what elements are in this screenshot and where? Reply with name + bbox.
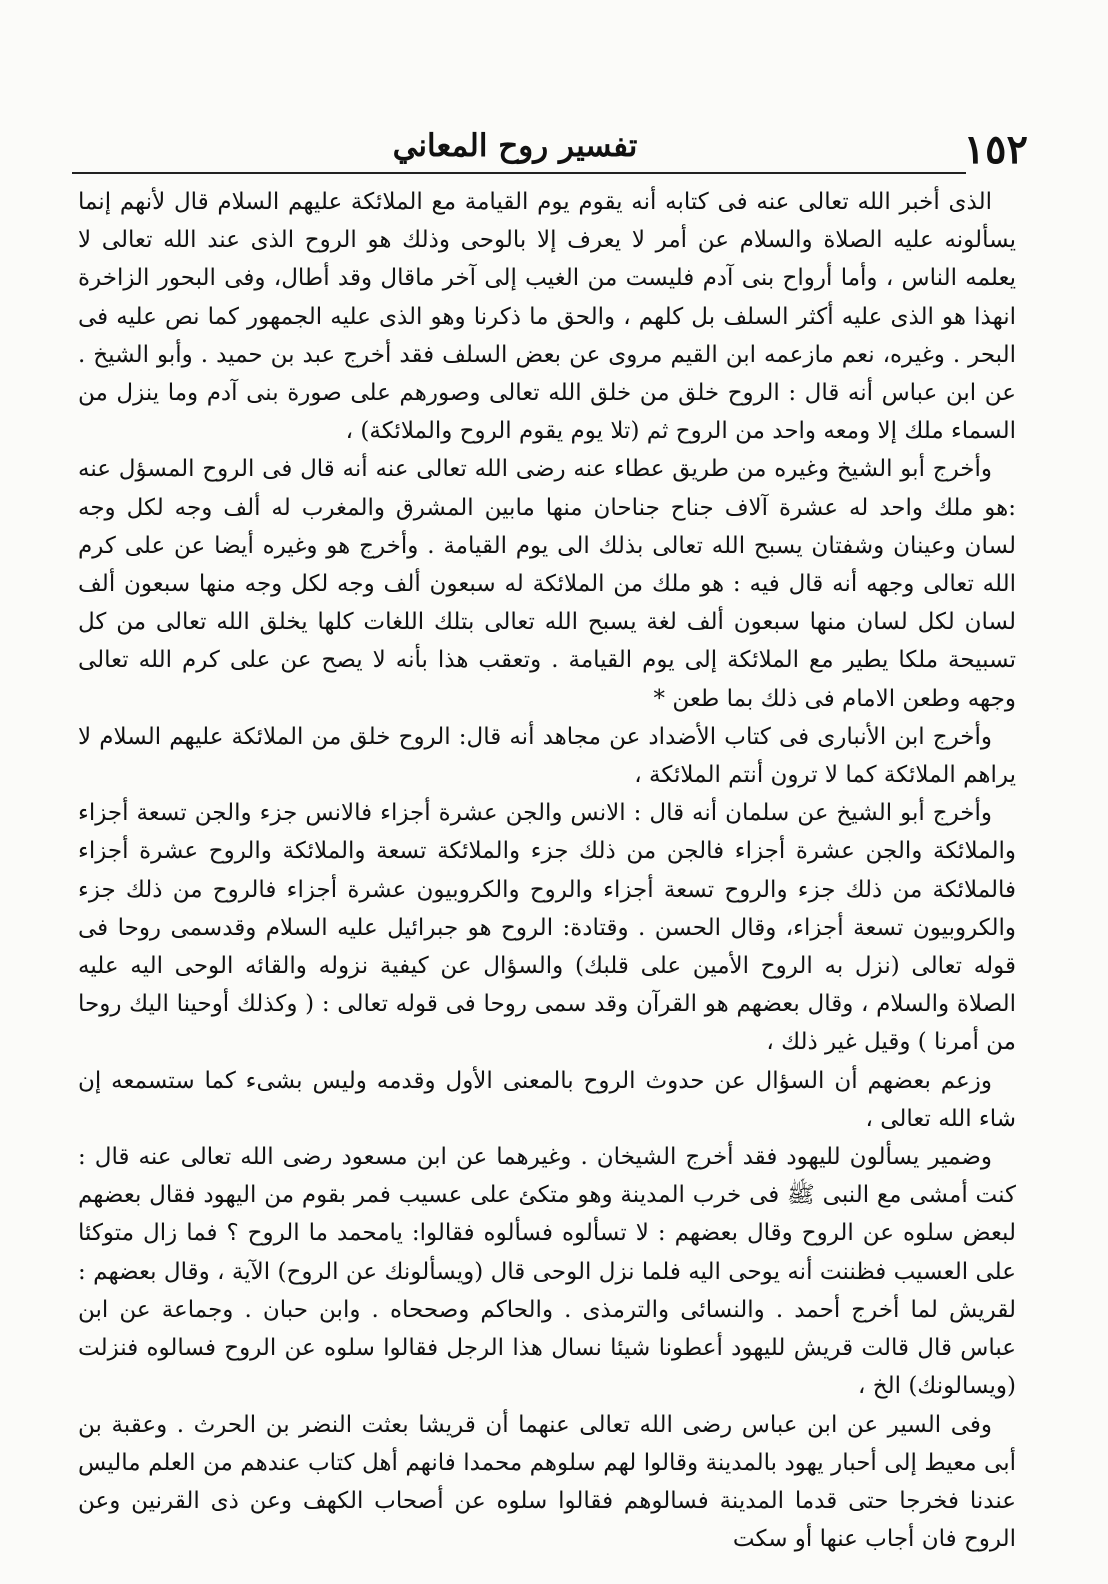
- text-line: نسال هذا الرجل فقالوا سلوه عن الروح فسالوه فنزلت (ويسالونك) الخ ،: [78, 1335, 1016, 1400]
- text-line: من ذلك جزء والروح تسعة أجزاء والروح والكروبيون عشرة أجزاء فالروح من ذلك جزء والكروبيون: [78, 876, 1016, 941]
- paragraph: [78, 183, 1016, 450]
- text-line: وقد سمى روحا فى قوله تعالى : ( وكذلك أوحينا اليك روحا من أمرنا ) وقيل غير ذلك ،: [78, 991, 1016, 1056]
- header-rule: [72, 172, 966, 174]
- text-line: اليه فلما نزل الوحى قال (ويسألونك عن الروح) الآية ، وقال بعضهم : لقريش لما أخرج أحمد . والنسائى: [78, 1258, 1016, 1323]
- text-line: وضمير يسألون لليهود فقد أخرج الشيخان . وغيرهما عن ابن مسعود رضى الله تعالى عنه قال : كنت أمشى: [78, 1144, 1017, 1209]
- text-line: لا يراهم الملائكة كما لا ترون أنتم الملائكة ،: [78, 723, 1016, 789]
- book-title: تفسير روح المعاني: [392, 128, 638, 164]
- paragraph: [78, 1062, 1016, 1138]
- text-line: أرواح بنى آدم فليست من الغيب إلى آخر ماقال وقد أطال، وفى البحور الزاخرة انهذا هو الذى عليه أكثر: [78, 265, 1016, 330]
- text-line: مع النبى ﷺ فى خرب المدينة وهو متكئ على عسيب فمر بقوم من اليهود فقال بعضهم لبعض سلوه عن الروح: [78, 1182, 1017, 1247]
- text-line: وزعم بعضهم أن السؤال عن حدوث الروح بالمعنى الأول وقدمه وليس بشىء كما ستسمعه إن شاء الله تعالى ،: [78, 1067, 1016, 1132]
- paragraph: [78, 1406, 1016, 1559]
- text-line: الأمين على قلبك) والسؤال عن كيفية نزوله والقائه الوحى اليه عليه الصلاة والسلام ، وقال بعضهم هو القرآن: [78, 953, 1016, 1018]
- text-line: تسعة أجزاء، وقال الحسن . وقتادة: الروح هو جبرائيل عليه السلام وقدسمى روحا فى قوله تعالى (نزل به الروح: [78, 914, 1017, 980]
- text-line: والملائكة والجن عشرة أجزاء فالجن من ذلك جزء والملائكة تسعة والملائكة والروح عشرة أجزاء فالملائكة: [78, 838, 1016, 903]
- text-line: وأخرج أبو الشيخ عن سلمان أنه قال : الانس والجن عشرة أجزاء فالانس جزء والجن تسعة أجزاء: [78, 800, 992, 827]
- text-line: قال فيه : هو ملك من الملائكة له سبعون ألف وجه لكل وجه منها سبعون ألف لسان لكل لسان منها سبعون: [78, 571, 1017, 636]
- text-line: الذى أخبر الله تعالى عنه فى كتابه أنه يقوم يوم القيامة مع الملائكة عليهم السلام قال لأنهم إنما يسألونه عليه: [78, 189, 1016, 254]
- text-line: يقوم الروح والملائكة) ،: [345, 418, 564, 445]
- paragraph: [78, 794, 1016, 1061]
- text-line: والترمذى . والحاكم وصححاه . وابن حبان . وجماعة عن ابن عباس قال قالت قريش لليهود أعطونا شيئا: [78, 1296, 1016, 1362]
- text-line: إلى أحبار يهود بالمدينة وقالوا لهم سلوهم محمدا فانهم أهل كتاب عندهم من العلم ماليس عندنا فخرجا حتى: [78, 1449, 1016, 1514]
- page-number: ١٥٢: [963, 126, 1028, 173]
- text-line: الصلاة والسلام عن أمر لا يعرف إلا بالوحى وذلك هو الروح الذى عند الله تعالى لا يعلمه الناس ، وأما: [78, 227, 1017, 292]
- text-line: وأخرج أبو الشيخ وغيره من طريق عطاء عنه رضى الله تعالى عنه أنه قال فى الروح المسؤل عنه :هو ملك: [78, 456, 1016, 521]
- text-line: وقال بعضهم : لا تسألوه فسألوه فقالوا: يامحمد ما الروح ؟ فما زال متوكئا على العسيب فظننت أنه يوحى: [78, 1220, 1017, 1285]
- page-header: [72, 118, 1028, 174]
- paragraph: [78, 1138, 1016, 1405]
- text-line: وفى السير عن ابن عباس رضى الله تعالى عنهما أن قريشا بعثت النضر بن الحرث . وعقبة بن أبى معيط: [78, 1411, 1016, 1476]
- text-line: وأخرج ابن الأنبارى فى كتاب الأضداد عن مجاهد أنه قال: الروح خلق من الملائكة عليهم السلام: [99, 723, 993, 750]
- text-line: قدما المدينة فسالوهم فقالوا سلوه عن أصحاب الكهف وعن ذى القرنين وعن الروح فان أجاب عنها أو سكت: [78, 1487, 1016, 1553]
- paragraph: [78, 718, 1016, 794]
- text-line: مروى عن بعض السلف فقد أخرج عبد بن حميد . وأبو الشيخ . عن ابن عباس أنه قال : الروح خلق من: [78, 341, 1016, 407]
- text-line: وتعقب هذا بأنه لا يصح عن على كرم الله تعالى وجهه وطعن الامام فى ذلك بما طعن *: [78, 647, 1016, 712]
- body-text: [78, 183, 1016, 1558]
- paragraph: [78, 450, 1016, 717]
- text-line: خلق الله تعالى وصورهم على صورة بنى آدم وما ينزل من السماء ملك إلا ومعه واحد من الروح ثم (تلا يوم: [78, 380, 1016, 445]
- text-line: السلف بل كلهم ، والحق ما ذكرنا وهو الذى عليه الجمهور كما نص عليه فى البحر . وغيره، نعم مازعمه ابن القيم: [78, 303, 1017, 368]
- text-line: ألف لغة يسبح الله تعالى بتلك اللغات كلها يخلق الله تعالى من كل تسبيحة ملكا يطير مع الملائكة إلى يوم القيامة .: [78, 609, 1016, 674]
- text-line: وشفتان يسبح الله تعالى بذلك الى يوم القيامة . وأخرج هو وغيره أيضا عن على كرم الله تعالى وجهه أنه: [78, 532, 1017, 598]
- text-line: واحد له عشرة آلاف جناح جناحان منها مابين المشرق والمغرب له ألف وجه لكل وجه لسان وعينان: [78, 494, 1016, 559]
